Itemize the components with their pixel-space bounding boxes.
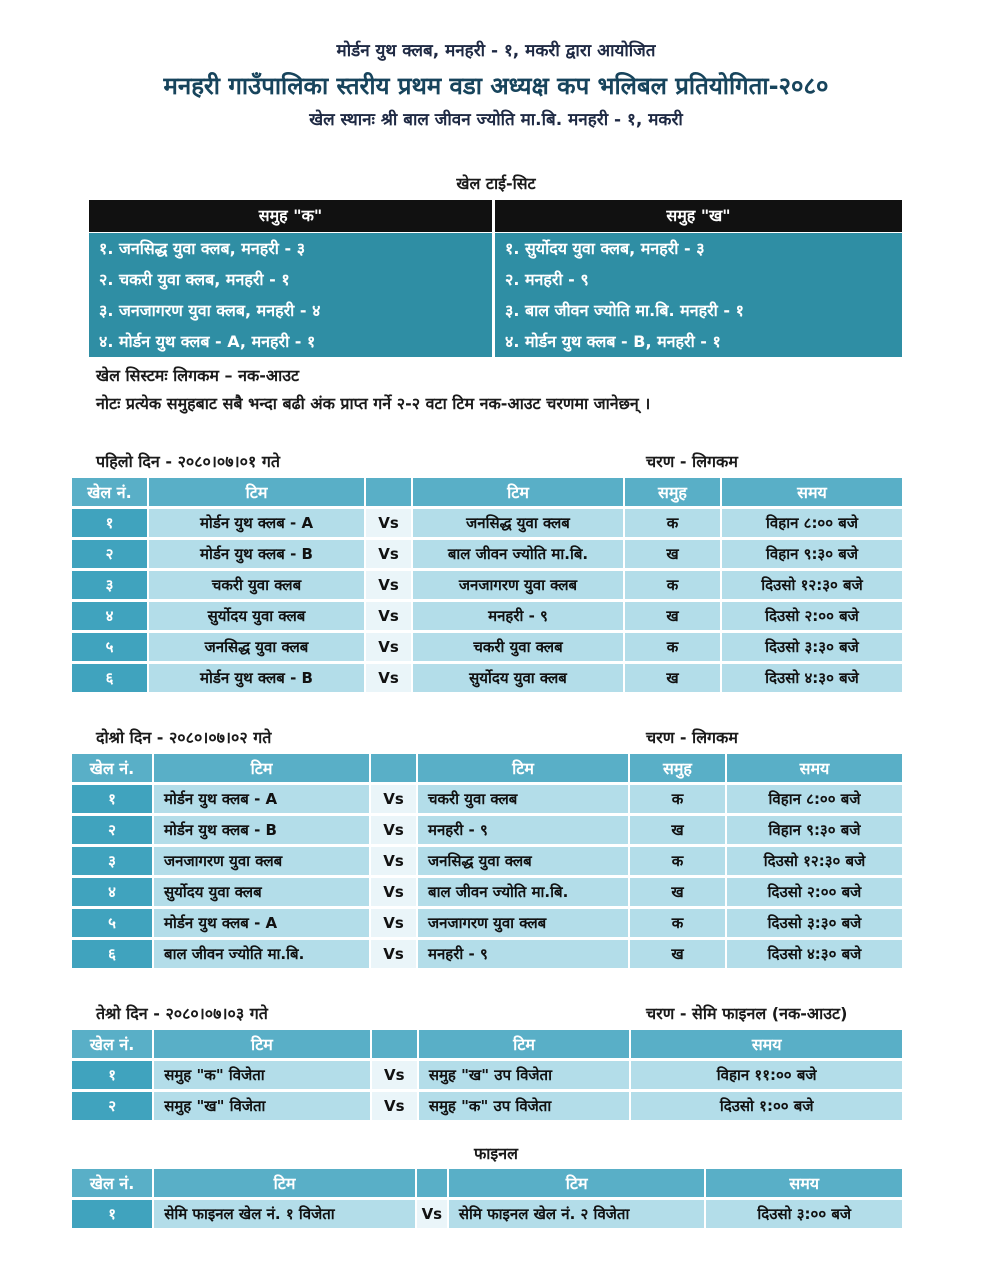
vs-label: Vs (366, 664, 411, 692)
col-team: टिम (154, 754, 369, 782)
table-header-row (72, 478, 902, 506)
col-match-no: खेल नं. (72, 478, 147, 506)
vs-label: Vs (371, 909, 416, 937)
team-1: मोर्डन युथ क्लब - A (154, 785, 369, 813)
match-row (72, 816, 902, 844)
team-2: समुह "ख" उप विजेता (419, 1061, 630, 1089)
vs-label: Vs (366, 633, 411, 661)
vs-label: Vs (371, 785, 416, 813)
table-header-row (72, 1169, 902, 1197)
final-title: फाइनल (473, 1144, 519, 1163)
vs-label: Vs (371, 940, 416, 968)
time-cell: दिउसो १:०० बजे (631, 1092, 902, 1120)
team-2: जनसिद्ध युवा क्लब (418, 847, 628, 875)
semifinal-schedule-table (70, 1027, 904, 1123)
col-team: टिम (154, 1030, 370, 1058)
match-number: १ (72, 785, 152, 813)
day1-schedule-table (70, 475, 904, 695)
col-match-no: खेल नं. (72, 1169, 152, 1197)
team-2: सुर्योदय युवा क्लब (413, 664, 623, 692)
final-schedule-table (70, 1166, 904, 1231)
team-1: सुर्योदय युवा क्लब (154, 878, 369, 906)
vs-label: Vs (366, 509, 411, 537)
venue-line: खेल स्थानः श्री बाल जीवन ज्योति मा.बि. मनहरी - १, मकरी (309, 110, 683, 130)
team-1: समुह "ख" विजेता (154, 1092, 370, 1120)
col-match-no: खेल नं. (72, 754, 152, 782)
col-team: टिम (449, 1169, 705, 1197)
time-cell: दिउसो २:०० बजे (722, 602, 902, 630)
match-row (72, 878, 902, 906)
team-1: सेमि फाइनल खेल नं. १ विजेता (154, 1200, 415, 1228)
team-1: जनजागरण युवा क्लब (154, 847, 369, 875)
team-1: मोर्डन युथ क्लब - A (149, 509, 364, 537)
group-b-team: १. सुर्योदय युवा क्लब, मनहरी - ३ (505, 239, 705, 258)
group-cell: ख (625, 540, 720, 568)
vs-label: Vs (371, 816, 416, 844)
time-cell: दिउसो ३:३० बजे (727, 909, 902, 937)
group-cell: ख (630, 940, 725, 968)
match-row (72, 847, 902, 875)
match-row (72, 540, 902, 568)
col-vs-blank (371, 754, 416, 782)
day1-label: पहिलो दिन - २०८०।०७।०१ गते (96, 452, 280, 471)
match-number: २ (72, 540, 147, 568)
group-cell: क (630, 909, 725, 937)
col-team: टिम (154, 1169, 415, 1197)
col-team: टिम (418, 754, 628, 782)
col-vs-blank (372, 1030, 417, 1058)
time-cell: विहान ९:३० बजे (727, 816, 902, 844)
match-number: १ (72, 509, 147, 537)
team-2: मनहरी - ९ (418, 816, 628, 844)
groups-box (89, 200, 902, 356)
notes (96, 362, 650, 418)
group-a-header: समुह "क" (89, 200, 492, 232)
group-b-team: ३. बाल जीवन ज्योति मा.बि. मनहरी - १ (505, 301, 744, 320)
match-row (72, 785, 902, 813)
match-number: १ (72, 1200, 152, 1228)
group-cell: क (625, 571, 720, 599)
group-a-team: २. चकरी युवा क्लब, मनहरी - १ (99, 270, 290, 289)
game-system: खेल सिस्टमः लिगकम – नक-आउट (96, 366, 300, 385)
match-number: १ (72, 1061, 152, 1089)
match-row (72, 602, 902, 630)
group-a-team: ३. जनजागरण युवा क्लब, मनहरी - ४ (99, 301, 321, 320)
time-cell: दिउसो १२:३० बजे (727, 847, 902, 875)
vs-label: Vs (371, 847, 416, 875)
table-header-row (72, 1030, 902, 1058)
match-number: ६ (72, 940, 152, 968)
team-2: जनजागरण युवा क्लब (418, 909, 628, 937)
match-number: ४ (72, 878, 152, 906)
group-cell: ख (630, 878, 725, 906)
team-1: जनसिद्ध युवा क्लब (149, 633, 364, 661)
team-2: बाल जीवन ज्योति मा.बि. (418, 878, 628, 906)
group-a-team: १. जनसिद्ध युवा क्लब, मनहरी - ३ (99, 239, 306, 258)
vs-label: Vs (372, 1092, 417, 1120)
group-a-team: ४. मोर्डन युथ क्लब - A, मनहरी - १ (99, 332, 316, 351)
team-2: चकरी युवा क्लब (413, 633, 623, 661)
tie-sheet-title: खेल टाई-सिट (456, 174, 536, 193)
table-header-row (72, 754, 902, 782)
col-team: टिम (149, 478, 364, 506)
time-cell: दिउसो १२:३० बजे (722, 571, 902, 599)
group-cell: ख (625, 664, 720, 692)
vs-label: Vs (366, 571, 411, 599)
match-number: ५ (72, 633, 147, 661)
team-2: मनहरी - ९ (413, 602, 623, 630)
time-cell: विहान ९:३० बजे (722, 540, 902, 568)
team-1: बाल जीवन ज्योति मा.बि. (154, 940, 369, 968)
group-cell: क (630, 785, 725, 813)
team-1: चकरी युवा क्लब (149, 571, 364, 599)
match-number: २ (72, 1092, 152, 1120)
time-cell: विहान ८:०० बजे (722, 509, 902, 537)
day2-stage: चरण - लिगकम (646, 728, 738, 747)
group-a-list (89, 233, 492, 357)
col-time: समय (722, 478, 902, 506)
team-2: मनहरी - ९ (418, 940, 628, 968)
vs-label: Vs (371, 878, 416, 906)
match-number: ६ (72, 664, 147, 692)
match-row (72, 571, 902, 599)
match-row (72, 909, 902, 937)
team-1: मोर्डन युथ क्लब - A (154, 909, 369, 937)
group-b-header: समुह "ख" (495, 200, 902, 232)
team-2: चकरी युवा क्लब (418, 785, 628, 813)
match-row (72, 1200, 902, 1228)
col-team: टिम (413, 478, 623, 506)
match-row (72, 633, 902, 661)
group-b-list (495, 233, 902, 357)
match-row (72, 1092, 902, 1120)
col-group: समुह (630, 754, 725, 782)
match-row (72, 664, 902, 692)
match-number: ३ (72, 847, 152, 875)
team-2: जनजागरण युवा क्लब (413, 571, 623, 599)
match-number: ३ (72, 571, 147, 599)
match-row (72, 940, 902, 968)
team-1: मोर्डन युथ क्लब - B (154, 816, 369, 844)
group-cell: ख (625, 602, 720, 630)
page-header (0, 38, 992, 134)
match-row (72, 509, 902, 537)
col-time: समय (631, 1030, 902, 1058)
col-time: समय (727, 754, 902, 782)
team-1: मोर्डन युथ क्लब - B (149, 664, 364, 692)
day2-label: दोश्रो दिन - २०८०।०७।०२ गते (96, 728, 272, 747)
day2-schedule-table (70, 751, 904, 971)
team-1: समुह "क" विजेता (154, 1061, 370, 1089)
group-b-team: २. मनहरी - ९ (505, 270, 589, 289)
time-cell: दिउसो ४:३० बजे (727, 940, 902, 968)
team-2: बाल जीवन ज्योति मा.बि. (413, 540, 623, 568)
col-vs-blank (417, 1169, 447, 1197)
team-2: जनसिद्ध युवा क्लब (413, 509, 623, 537)
match-row (72, 1061, 902, 1089)
col-match-no: खेल नं. (72, 1030, 152, 1058)
day1-stage: चरण - लिगकम (646, 452, 738, 471)
time-cell: विहान ११:०० बजे (631, 1061, 902, 1089)
team-2: सेमि फाइनल खेल नं. २ विजेता (449, 1200, 705, 1228)
day3-stage: चरण - सेमि फाइनल (नक-आउट) (646, 1004, 848, 1023)
match-number: ४ (72, 602, 147, 630)
group-cell: क (630, 847, 725, 875)
page-title: मनहरी गाउँपालिका स्तरीय प्रथम वडा अध्यक्ष कप भलिबल प्रतियोगिता-२०८० (163, 72, 829, 100)
time-cell: दिउसो २:०० बजे (727, 878, 902, 906)
vs-label: Vs (366, 602, 411, 630)
col-group: समुह (625, 478, 720, 506)
col-team: टिम (419, 1030, 630, 1058)
vs-label: Vs (372, 1061, 417, 1089)
time-cell: विहान ८:०० बजे (727, 785, 902, 813)
team-1: सुर्योदय युवा क्लब (149, 602, 364, 630)
time-cell: दिउसो ४:३० बजे (722, 664, 902, 692)
col-time: समय (706, 1169, 902, 1197)
organizer-line: मोर्डन युथ क्लब, मनहरी - १, मकरी द्वारा आयोजित (336, 41, 656, 61)
group-cell: क (625, 509, 720, 537)
team-1: मोर्डन युथ क्लब - B (149, 540, 364, 568)
match-number: २ (72, 816, 152, 844)
team-2: समुह "क" उप विजेता (419, 1092, 630, 1120)
vs-label: Vs (366, 540, 411, 568)
col-vs-blank (366, 478, 411, 506)
group-cell: ख (630, 816, 725, 844)
match-number: ५ (72, 909, 152, 937)
vs-label: Vs (417, 1200, 447, 1228)
time-cell: दिउसो ३:३० बजे (722, 633, 902, 661)
time-cell: दिउसो ३:०० बजे (706, 1200, 902, 1228)
note-text: नोटः प्रत्येक समुहबाट सबै भन्दा बढी अंक प्राप्त गर्ने २-२ वटा टिम नक-आउट चरणमा जानेछन् । (96, 394, 651, 413)
group-cell: क (625, 633, 720, 661)
group-b-team: ४. मोर्डन युथ क्लब - B, मनहरी - १ (505, 332, 721, 351)
day3-label: तेश्रो दिन - २०८०।०७।०३ गते (96, 1004, 268, 1023)
